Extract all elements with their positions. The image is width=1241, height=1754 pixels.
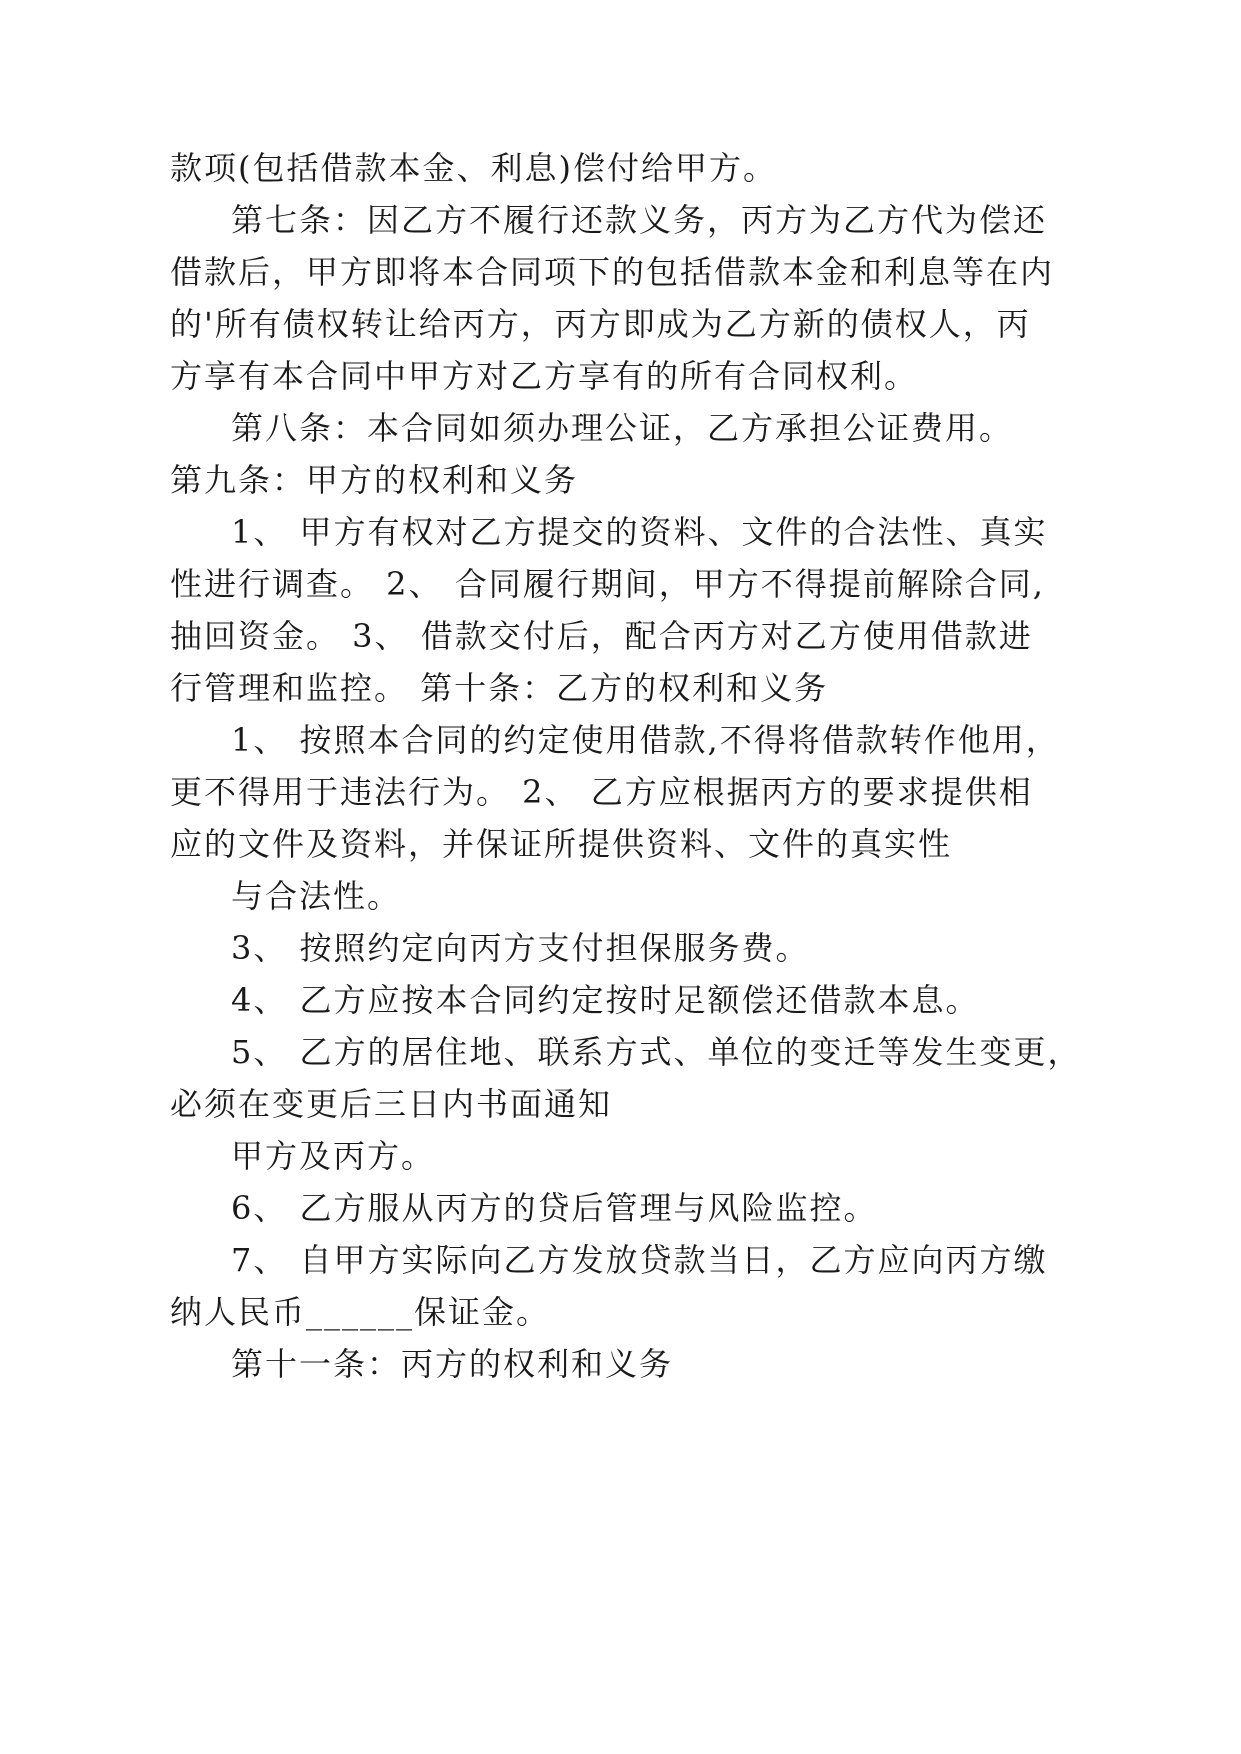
text-line: 第七条：因乙方不履行还款义务，丙方为乙方代为偿还: [231, 201, 1048, 239]
text-line: 性进行调查。 2、 合同履行期间，甲方不得提前解除合同,: [170, 565, 1045, 603]
text-line: 必须在变更后三日内书面通知: [170, 1085, 613, 1123]
text-line: 1、 按照本合同的约定使用借款,不得将借款转作他用，: [231, 721, 1060, 759]
text-line: 7、 自甲方实际向乙方发放贷款当日，乙方应向丙方缴: [231, 1241, 1048, 1279]
text-line: 借款后，甲方即将本合同项下的包括借款本金和利息等在内: [170, 253, 1055, 291]
text-line: 1、 甲方有权对乙方提交的资料、文件的合法性、真实: [231, 513, 1048, 551]
text-line: 的'所有债权转让给丙方，丙方即成为乙方新的债权人，丙: [170, 305, 1031, 343]
text-line: 款项(包括借款本金、利息)偿付给甲方。: [170, 149, 777, 187]
text-line: 应的文件及资料，并保证所提供资料、文件的真实性: [170, 825, 953, 863]
text-line: 与合法性。: [231, 877, 402, 915]
text-line: 甲方及丙方。: [231, 1137, 436, 1175]
text-line: 4、 乙方应按本合同约定按时足额偿还借款本息。: [231, 981, 980, 1019]
text-line: 纳人民币______保证金。: [170, 1293, 551, 1331]
text-line: 更不得用于违法行为。 2、 乙方应根据丙方的要求提供相: [170, 773, 1033, 811]
text-line: 5、 乙方的居住地、联系方式、单位的变迁等发生变更，: [231, 1033, 1082, 1071]
text-line: 抽回资金。 3、 借款交付后，配合丙方对乙方使用借款进: [170, 617, 1033, 655]
text-line: 第九条：甲方的权利和义务: [170, 461, 579, 499]
text-line: 6、 乙方服从丙方的贷后管理与风险监控。: [231, 1189, 878, 1227]
text-line: 3、 按照约定向丙方支付担保服务费。: [231, 929, 810, 967]
text-line: 第八条：本合同如须办理公证，乙方承担公证费用。: [231, 409, 1014, 447]
text-line: 方享有本合同中甲方对乙方享有的所有合同权利。: [170, 357, 919, 395]
text-line: 第十一条：丙方的权利和义务: [231, 1345, 674, 1383]
text-line: 行管理和监控。 第十条：乙方的权利和义务: [170, 669, 829, 707]
